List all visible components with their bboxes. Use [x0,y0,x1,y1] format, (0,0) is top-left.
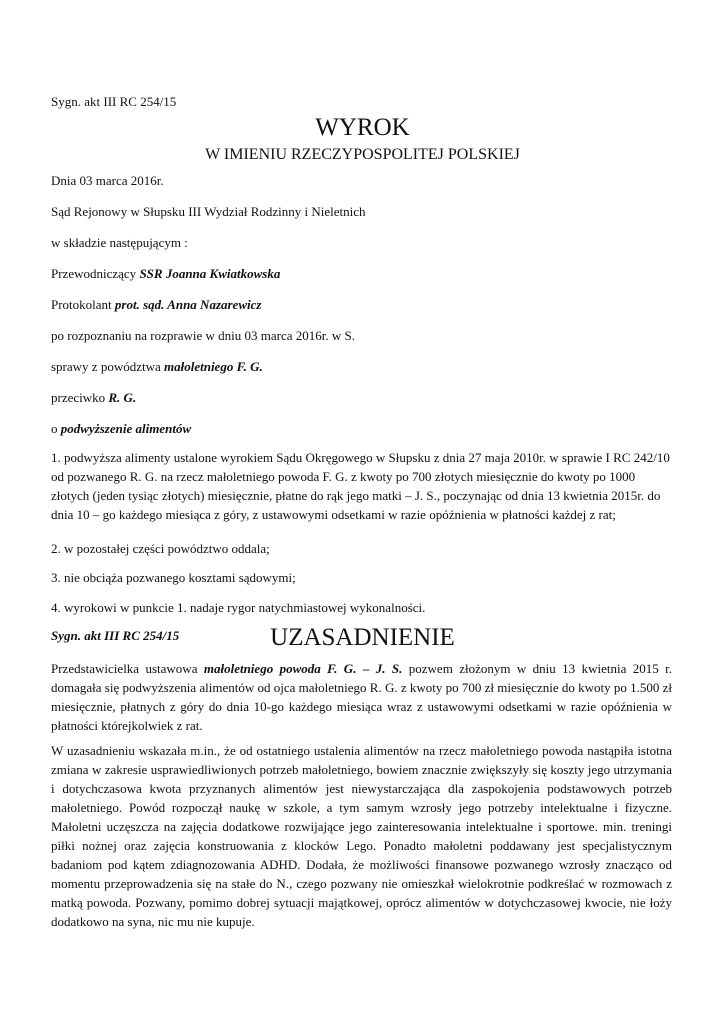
chair-label: Przewodniczący [51,266,140,281]
clerk-line [51,296,261,313]
hearing-line: po rozpoznaniu na rozprawie w dniu 03 marca 2016r. w S. [51,328,355,343]
p1-rest: pozwem złożonym w dniu 13 kwietnia 2015 r. domagała się podwyższenia alimentów od ojca małoletniego R. G. z kwoty po 700 zł miesięcznie do kwoty po 1.500 zł miesięcznie, płatnych z góry do dnia 10-go każdego miesiąca wraz z ustawowymi odsetkami w razie opóźnienia w płatności którejkolwiek z rat. [51,661,672,733]
p1-start: Przedstawicielka ustawowa [51,661,204,676]
case-line [51,358,263,375]
verdict-point-4: 4. wyrokowi w punkcie 1. nadaje rygor natychmiastowej wykonalności. [51,600,426,615]
chair-line [51,265,280,282]
against-label: przeciwko [51,390,109,405]
against-party: R. G. [108,390,137,405]
verdict-point-2: 2. w pozostałej części powództwo oddala; [51,541,270,556]
subject: podwyższenie alimentów [60,421,192,436]
clerk-label: Protokolant [51,297,115,312]
justification-paragraph-1 [51,659,672,735]
p1-party: małoletniego powoda F. G. – J. S. [203,661,403,676]
court-name: Sąd Rejonowy w Słupsku III Wydział Rodzinny i Nieletnich [51,204,366,219]
clerk-name: prot. sąd. Anna Nazarewicz [114,297,262,312]
verdict-point-1: 1. podwyższa alimenty ustalone wyrokiem Sądu Okręgowego w Słupsku z dnia 27 maja 2010r. w sprawie I RC 242/10 od pozwanego R. G. na rzecz małoletniego powoda F. G. z kwoty po 700 złotych miesięcznie do kwoty po 1000 złotych (jeden tysiąc złotych) miesięcznie, płatne do rąk jego matki – J. S., poczynając od dnia 13 kwietnia 2015r. do dnia 10 – go każdego miesiąca z góry, z ustawowymi odsetkami w razie opóźnienia w płatności każdej z rat; [51,450,670,522]
judgment-subtitle: W IMIENIU RZECZYPOSPOLITEJ POLSKIEJ [205,146,520,163]
case-party: małoletniego F. G. [164,359,263,374]
subject-line [51,420,191,437]
chair-name: SSR Joanna Kwiatkowska [139,266,281,281]
case-signature: Sygn. akt III RC 254/15 [51,94,177,109]
judgment-date: Dnia 03 marca 2016r. [51,173,164,188]
judgment-title: WYROK [315,114,410,141]
justification-paragraph-2: W uzasadnieniu wskazała m.in., że od ostatniego ustalenia alimentów na rzecz małoletniego powoda nastąpiła istotna zmiana w zakresie usprawiedliwionych potrzeb małoletniego, bowiem znacznie zwiększyły się koszty jego utrzymania i dotychczasowa kwota przyznanych alimentów jest niewystarczająca dla zaspokojenia podstawowych potrzeb małoletniego. Powód rozpoczął naukę w szkole, a tym samym wzrosły jego potrzeby intelektualne i fizyczne. Małoletni uczęszcza na zajęcia dodatkowe rozwijające jego zainteresowania intelektualne i sportowe. min. treningi piłki nożnej oraz zajęcia konstruowania z klocków Lego. Ponadto małoletni poddawany jest specjalistycznym badaniom pod kątem zdiagnozowania ADHD. Dodała, że możliwości finansowe pozwanego wzrosły znacząco od momentu przeprowadzenia się na stałe do N., czego pozwany nie omieszkał wielokrotnie podkreślać w rozmowach z matką powoda. Pozwany, pomimo dobrej sytuacji majątkowej, oprócz alimentów w dotychczasowej kwocie, nie łoży dodatkowo na syna, nic mu nie kupuje. [51,743,672,929]
verdict-point-3: 3. nie obciąża pozwanego kosztami sądowymi; [51,570,296,585]
justification-title: UZASADNIENIE [270,624,455,651]
subject-label: o [51,421,61,436]
case-label: sprawy z powództwa [51,359,164,374]
justification-signature: Sygn. akt III RC 254/15 [51,628,180,643]
composition-intro: w składzie następującym : [51,235,188,250]
against-line [51,389,136,406]
